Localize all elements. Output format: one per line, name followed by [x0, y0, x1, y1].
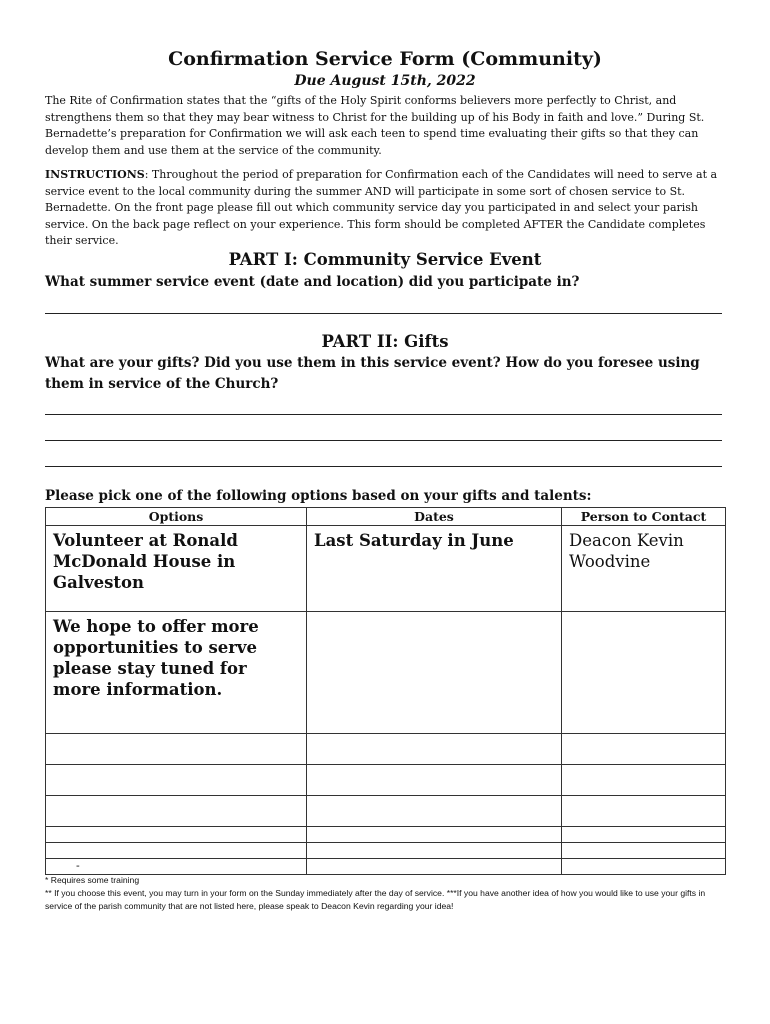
- empty-cell[interactable]: [307, 765, 562, 796]
- due-date: Due August 15th, 2022: [294, 73, 476, 89]
- part1-question: What summer service event (date and location) did you participate in?: [45, 274, 580, 290]
- table-row[interactable]: [46, 843, 726, 859]
- footnote-training: * Requires some training: [45, 875, 140, 885]
- option-cell[interactable]: We hope to offer more opportunities to serve please stay tuned for more information.: [46, 612, 307, 734]
- form-title: Confirmation Service Form (Community): [168, 48, 602, 70]
- empty-cell[interactable]: [307, 827, 562, 843]
- part1-answer-line[interactable]: [45, 313, 722, 314]
- header-options: Options: [46, 508, 307, 526]
- options-prompt: Please pick one of the following options based on your gifts and talents:: [45, 488, 592, 504]
- instructions-paragraph: [45, 167, 725, 250]
- table-header-row: [46, 508, 726, 526]
- table-row[interactable]: [46, 765, 726, 796]
- empty-cell[interactable]: [307, 734, 562, 765]
- empty-cell[interactable]: [46, 796, 307, 827]
- date-cell: Last Saturday in June: [307, 526, 562, 612]
- table-row[interactable]: [46, 612, 726, 734]
- part1-heading: PART I: Community Service Event: [228, 250, 542, 269]
- empty-cell[interactable]: [562, 765, 726, 796]
- options-table: [45, 507, 726, 875]
- part2-answer-line[interactable]: [45, 440, 722, 441]
- empty-cell[interactable]: [307, 843, 562, 859]
- footnote-turn-in: ** If you choose this event, you may turn in your form on the Sunday immediately after the day of service. ***If you have another idea of how you would like to use your gifts in service of the parish community that are not listed here, please speak to Deacon Kevin regarding your idea!: [45, 888, 706, 911]
- row-mark: -: [46, 859, 307, 875]
- intro-paragraph: The Rite of Confirmation states that the “gifts of the Holy Spirit conforms believers more perfectly to Christ, and strengthens them so that they may bear witness to Christ for the building up of his Body in faith and love.” During St. Bernadette’s preparation for Confirmation we will ask each teen to spend time evaluating their gifts so that they can develop them and use them at the service of the community.: [45, 94, 705, 157]
- option-cell[interactable]: Volunteer at Ronald McDonald House in Galveston: [46, 526, 307, 612]
- table-row[interactable]: [46, 734, 726, 765]
- instructions-label: INSTRUCTIONS: [45, 168, 145, 181]
- table-row[interactable]: [46, 796, 726, 827]
- header-dates: Dates: [307, 508, 562, 526]
- part2-heading: PART II: Gifts: [321, 332, 449, 351]
- empty-cell[interactable]: [46, 734, 307, 765]
- empty-cell[interactable]: [562, 827, 726, 843]
- empty-cell[interactable]: [562, 859, 726, 875]
- contact-cell: Deacon Kevin Woodvine: [562, 526, 726, 612]
- table-row[interactable]: [46, 827, 726, 843]
- empty-cell[interactable]: [307, 859, 562, 875]
- instructions-text: : Throughout the period of preparation for Confirmation each of the Candidates will need to serve at a service event to the local community during the summer AND will participate in some sort of chosen service to St. Bernadette. On the front page please fill out which community service day you participated in and select your parish service. On the back page reflect on your experience. This form should be completed AFTER the Candidate completes their service.: [45, 168, 718, 247]
- table-row[interactable]: [46, 526, 726, 612]
- footnotes: [45, 874, 725, 913]
- empty-cell[interactable]: [307, 796, 562, 827]
- header-contact: Person to Contact: [562, 508, 726, 526]
- part2-question: What are your gifts? Did you use them in this service event? How do you foresee using them in service of the Church?: [45, 355, 700, 392]
- empty-cell[interactable]: [46, 843, 307, 859]
- part2-answer-line[interactable]: [45, 466, 722, 467]
- empty-cell[interactable]: [562, 734, 726, 765]
- empty-cell[interactable]: [562, 843, 726, 859]
- table-row[interactable]: [46, 859, 726, 875]
- part2-answer-line[interactable]: [45, 414, 722, 415]
- empty-cell[interactable]: [46, 827, 307, 843]
- empty-cell[interactable]: [46, 765, 307, 796]
- empty-cell[interactable]: [562, 796, 726, 827]
- contact-cell: [562, 612, 726, 734]
- date-cell: [307, 612, 562, 734]
